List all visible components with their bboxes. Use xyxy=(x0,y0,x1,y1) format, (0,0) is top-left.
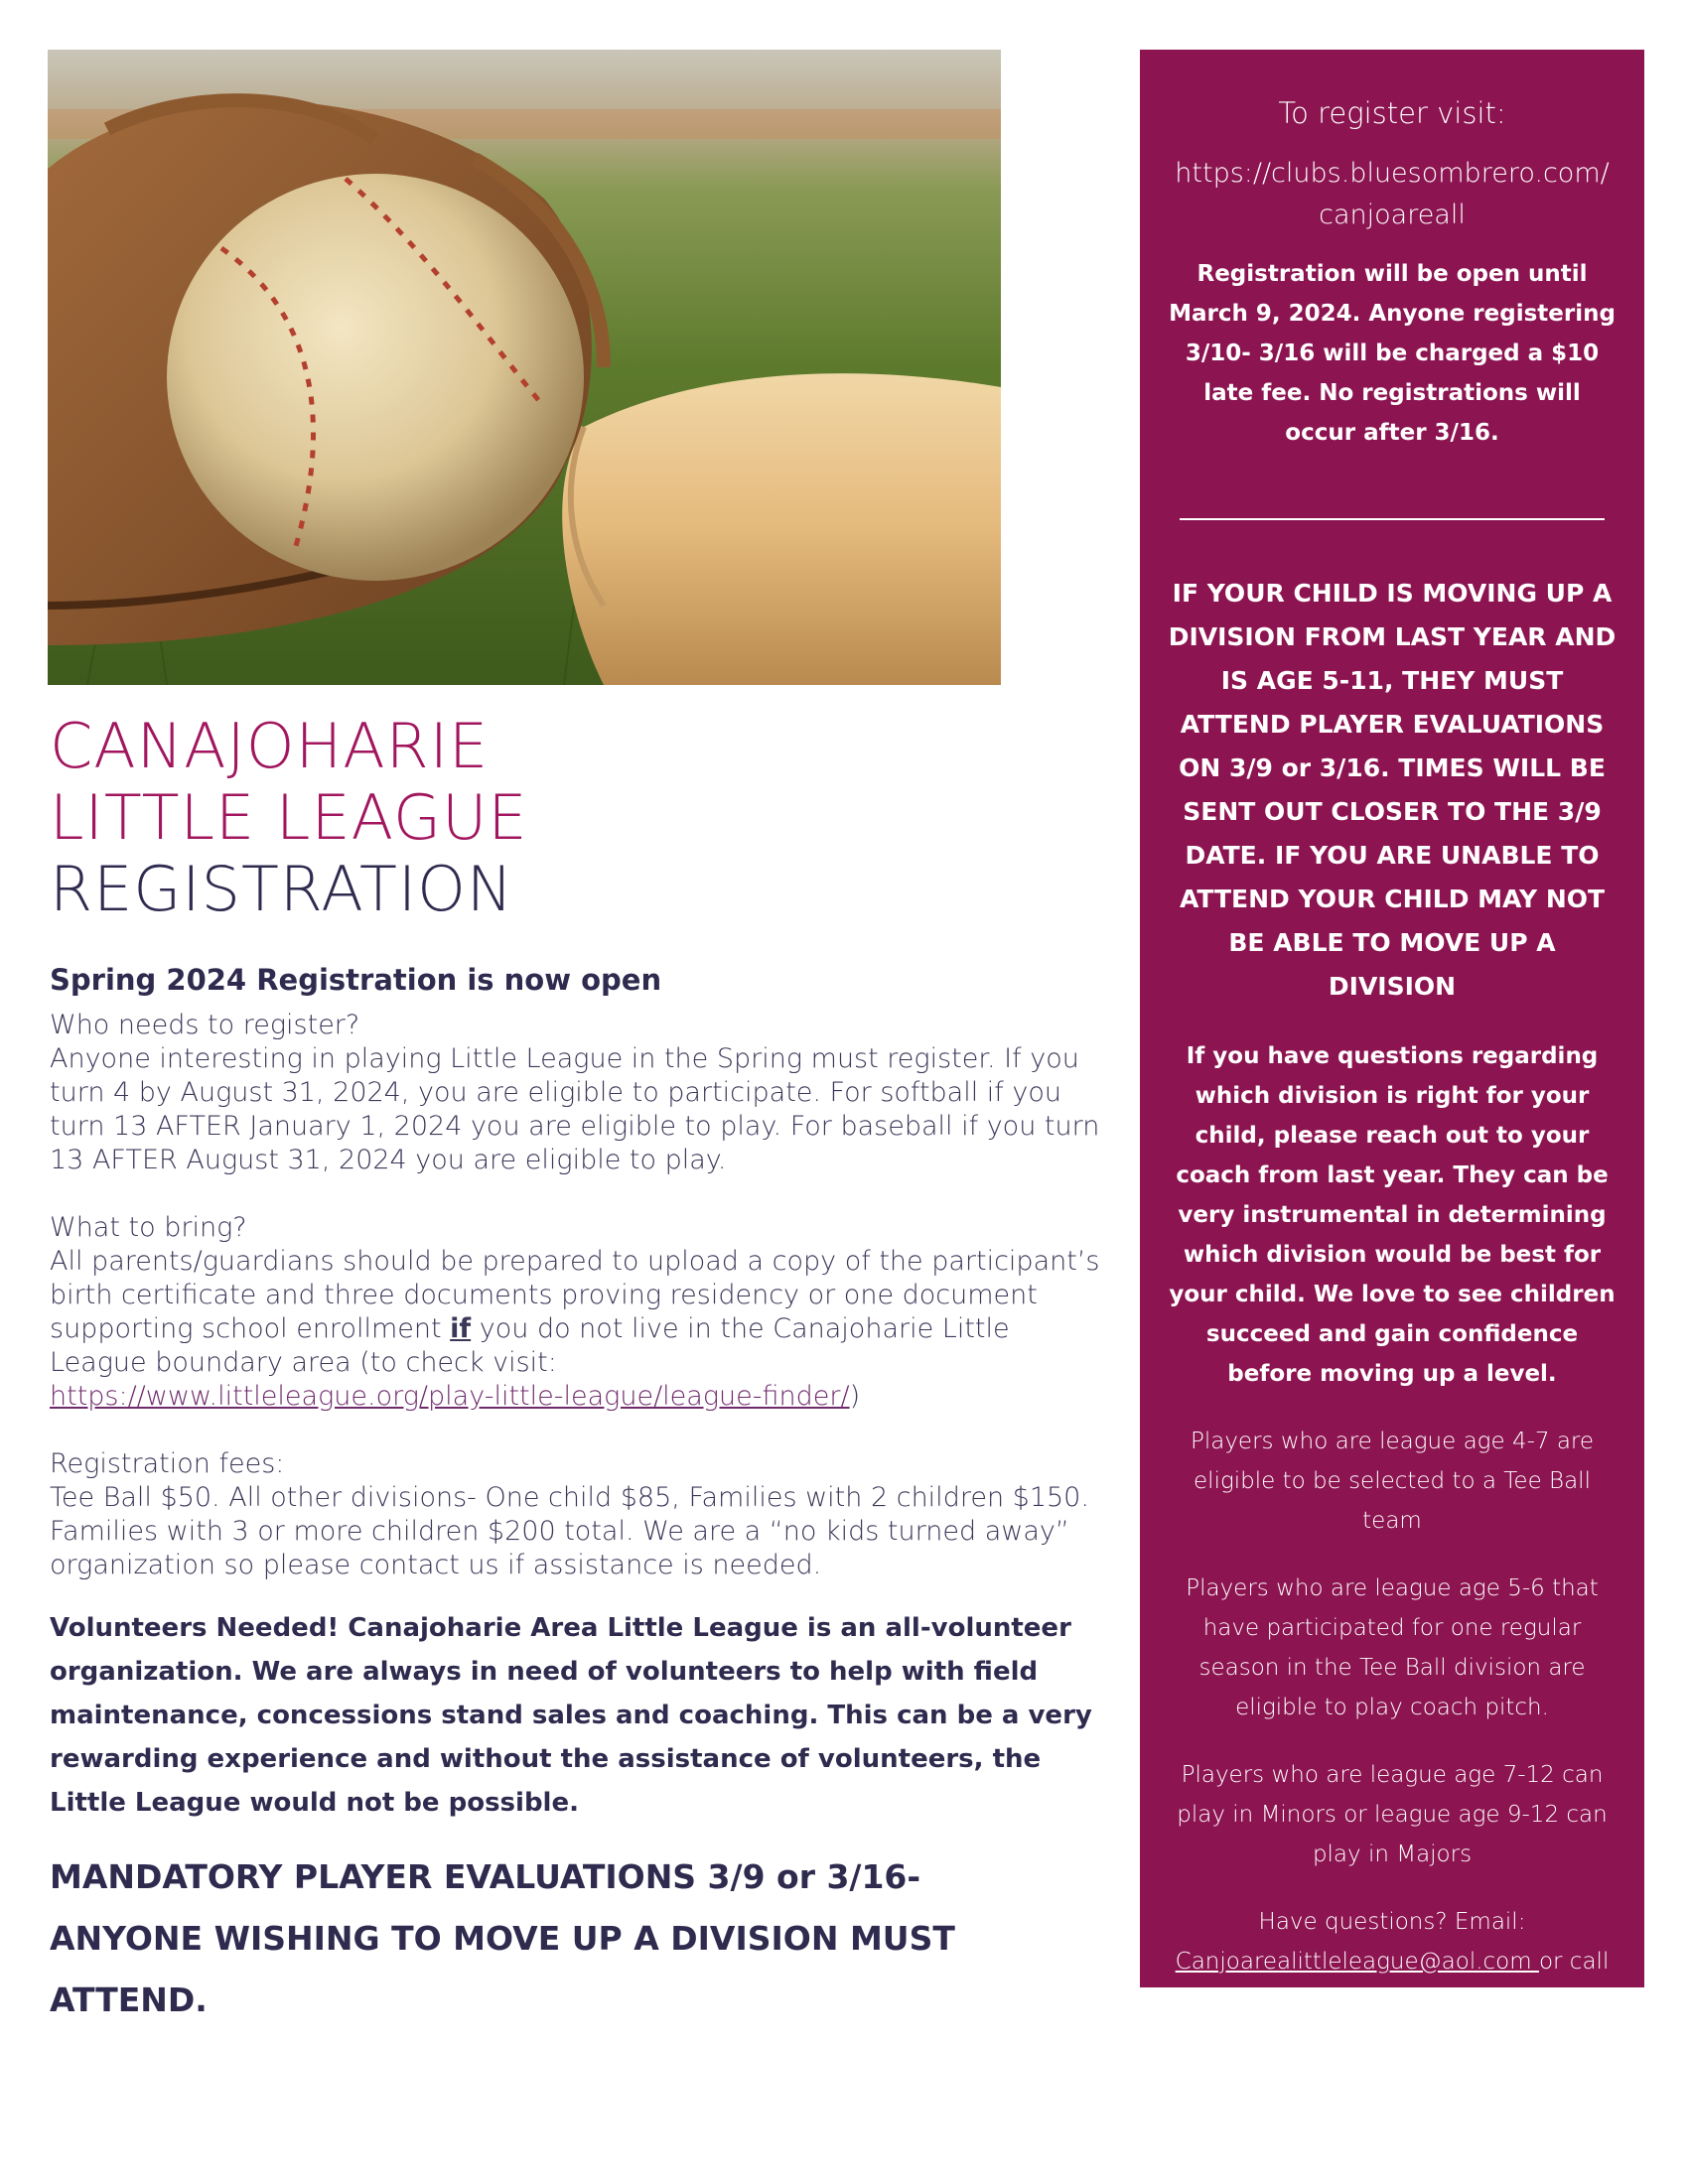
minors-majors-eligibility: Players who are league age 7-12 can play in Minors or league age 9-12 can play in Majors xyxy=(1177,1762,1608,1867)
title-line-3: REGISTRATION xyxy=(50,853,514,925)
bring-text-part-2: you do not live in the Canajoharie Little League boundary area (to check visit: xyxy=(50,1313,1010,1378)
contact-suffix: or call 518-889-9034 or follow us on Facebook xyxy=(1223,1949,1610,2054)
title-line-1: CANAJOHARIE xyxy=(50,710,490,782)
tee-ball-eligibility: Players who are league age 4-7 are eligible to be selected to a Tee Ball team xyxy=(1190,1429,1595,1534)
who-text: Anyone interesting in playing Little League in the Spring must register. If you turn 4 by August 31, 2024, you are eligible to participate. For softball if you turn 13 AFTER January 1, 2024 you are eligible to play. For baseball if you turn 13 AFTER August 31, 2024 you are eligible to play. xyxy=(50,1043,1100,1175)
title-line-2: LITTLE LEAGUE xyxy=(50,781,528,854)
contact-email-link[interactable]: Canjoarealittleleague@aol.com xyxy=(1175,1949,1539,1975)
coach-pitch-eligibility: Players who are league age 5-6 that have participated for one regular season in the Tee Ball division are eligible to play coach pitch. xyxy=(1186,1575,1599,1720)
bring-heading: What to bring? xyxy=(50,1212,247,1243)
page-title xyxy=(50,711,528,925)
baseball-photo xyxy=(48,50,1001,685)
sidebar-divider xyxy=(1180,518,1605,520)
fees-heading: Registration fees: xyxy=(50,1448,285,1479)
contact-prefix: Have questions? Email: xyxy=(1258,1909,1526,1935)
division-questions-text: If you have questions regarding which division is right for your child, please reach out to your coach from last year. They can be very instrumental in determining which division would be best for your child. We love to see children succeed and gain confidence before moving up a level. xyxy=(1169,1043,1616,1387)
baseball-glove-bat-icon xyxy=(48,50,1001,685)
bring-text xyxy=(50,1245,1102,1414)
registration-deadline-text: Registration will be open until March 9, 2024. Anyone registering 3/10- 3/16 will be charged a $10 late fee. No registrations will occur after 3/16. xyxy=(1169,261,1616,446)
bring-if: if xyxy=(450,1313,472,1344)
register-visit-label: To register visit: xyxy=(1278,96,1506,130)
registration-url-link[interactable]: https://clubs.bluesombrero.com/canjoareall xyxy=(1175,158,1610,230)
registration-sidebar xyxy=(1140,50,1644,2054)
mandatory-evaluations: MANDATORY PLAYER EVALUATIONS 3/9 or 3/16- ANYONE WISHING TO MOVE UP A DIVISION MUST ATTEND. xyxy=(50,1857,955,2019)
main-content xyxy=(50,963,1102,2031)
move-up-division-notice: IF YOUR CHILD IS MOVING UP A DIVISION FROM LAST YEAR AND IS AGE 5-11, THEY MUST ATTEND PLAYER EVALUATIONS ON 3/9 or 3/16. TIMES WILL BE SENT OUT CLOSER TO THE 3/9 DATE. IF YOU ARE UNABLE TO ATTEND YOUR CHILD MAY NOT BE ABLE TO MOVE UP A DIVISION xyxy=(1168,579,1617,1001)
contact-info xyxy=(1168,1902,1617,2061)
fees-text: Tee Ball $50. All other divisions- One child $85, Families with 2 children $150. Families with 3 or more children $200 total. We are a “no kids turned away” organization so please contact us if assistance is needed. xyxy=(50,1482,1089,1580)
who-heading: Who needs to register? xyxy=(50,1010,360,1040)
bring-close: ) xyxy=(849,1381,861,1412)
registration-open-heading: Spring 2024 Registration is now open xyxy=(50,963,662,997)
volunteers-text: Volunteers Needed! Canajoharie Area Little League is an all-volunteer organization. We are always in need of volunteers to help with field maintenance, concessions stand sales and coaching. This can be a very rewarding experience and without the assistance of volunteers, the Little League would not be possible. xyxy=(50,1613,1092,1818)
bring-text-part-1: All parents/guardians should be prepared to upload a copy of the participant’s birth certificate and three documents proving residency or one document supporting school enrollment xyxy=(50,1246,1100,1344)
league-finder-link[interactable]: https://www.littleleague.org/play-little-league/league-finder/ xyxy=(50,1381,850,1412)
